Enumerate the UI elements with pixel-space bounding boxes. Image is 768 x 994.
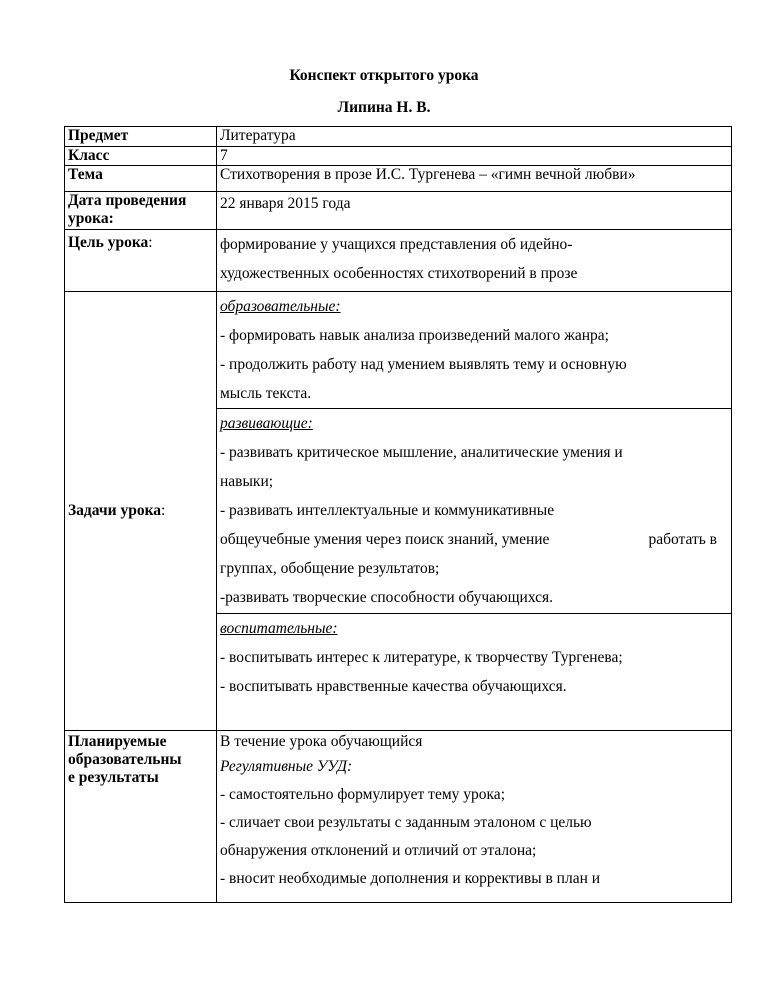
row-label-cell xyxy=(65,230,217,292)
table-row xyxy=(65,127,732,147)
lesson-outline-table xyxy=(64,126,732,903)
date-value: 22 января 2015 года xyxy=(220,195,351,212)
tasks-label-text: Задачи урока xyxy=(68,502,162,519)
results-intro: В течение урока обучающийся xyxy=(220,733,423,750)
list-item: - развивать критическое мышление, аналитические умения и xyxy=(220,444,623,461)
educational-tasks-cell xyxy=(217,292,732,409)
upbringing-tasks-cell xyxy=(217,614,732,731)
row-value-cell xyxy=(217,192,732,230)
table-row xyxy=(65,192,732,230)
grade-label: Класс xyxy=(68,147,110,164)
list-item: - воспитывать нравственные качества обучающихся. xyxy=(220,678,567,695)
educational-tasks xyxy=(220,292,731,408)
developmental-tasks-cell xyxy=(217,409,732,614)
planned-results xyxy=(220,731,731,893)
row-value-cell xyxy=(217,166,732,192)
list-item: - воспитывать интерес к литературе, к творчеству Тургенева; xyxy=(220,649,623,666)
tasks-label xyxy=(68,502,216,520)
row-value-cell xyxy=(217,127,732,147)
grade-value: 7 xyxy=(220,147,228,164)
goal-line-2: художественных особенностях стихотворений в прозе xyxy=(220,265,578,282)
educational-heading: образовательные: xyxy=(220,298,341,315)
table-row xyxy=(65,731,732,903)
results-label-line: Планируемые xyxy=(68,733,167,750)
results-subheading: Регулятивные УУД: xyxy=(220,758,353,775)
row-label-cell xyxy=(65,192,217,230)
split-line-left: общеучебные умения через поиск знаний, умение xyxy=(220,531,550,548)
topic-value: Стихотворения в прозе И.С. Тургенева – «гимн вечной любви» xyxy=(220,166,636,183)
goal-text xyxy=(220,230,731,288)
table-row xyxy=(65,166,732,192)
list-item: группах, обобщение результатов; xyxy=(220,560,440,577)
list-item: навыки; xyxy=(220,473,274,490)
document-author: Липина Н. В. xyxy=(337,99,431,116)
topic-label: Тема xyxy=(68,166,103,183)
list-item xyxy=(220,525,731,554)
list-item: - самостоятельно формулирует тему урока; xyxy=(220,786,505,803)
goal-label xyxy=(68,230,216,252)
subject-value: Литература xyxy=(220,127,296,144)
tasks-label-colon: : xyxy=(161,502,166,519)
document-title: Конспект открытого урока xyxy=(289,67,479,84)
list-item: -развивать творческие способности обучающихся. xyxy=(220,589,554,606)
upbringing-heading: воспитательные: xyxy=(220,620,338,637)
row-value-cell xyxy=(217,147,732,166)
goal-line-1: формирование у учащихся представления об идейно- xyxy=(220,236,573,253)
subject-label: Предмет xyxy=(68,127,129,144)
list-item: мысль текста. xyxy=(220,385,312,402)
table-row xyxy=(65,147,732,166)
table-row xyxy=(65,230,732,292)
row-label-cell xyxy=(65,127,217,147)
results-label-line: образовательны xyxy=(68,751,182,768)
row-value-cell xyxy=(217,230,732,292)
list-item: - сличает свои результаты с заданным эталоном с целью xyxy=(220,814,592,831)
row-label-cell xyxy=(65,292,217,731)
list-item: - формировать навык анализа произведений малого жанра; xyxy=(220,327,609,344)
list-item: - развивать интеллектуальные и коммуникативные xyxy=(220,502,555,519)
table-row xyxy=(65,292,732,409)
list-item: обнаружения отклонений и отличий от эталона; xyxy=(220,842,537,859)
row-label-cell xyxy=(65,147,217,166)
date-label: Дата проведения урока: xyxy=(68,192,187,227)
list-item: - вносит необходимые дополнения и коррективы в план и xyxy=(220,870,601,887)
row-label-cell xyxy=(65,731,217,903)
upbringing-tasks xyxy=(220,614,731,701)
developmental-heading: развивающие: xyxy=(220,415,313,432)
list-item: - продолжить работу над умением выявлять тему и основную xyxy=(220,356,627,373)
row-label-cell xyxy=(65,166,217,192)
goal-label-text: Цель урока xyxy=(68,234,149,251)
results-cell xyxy=(217,731,732,903)
split-line-right: работать в xyxy=(648,531,717,548)
results-label-line: е результаты xyxy=(68,769,159,786)
developmental-tasks xyxy=(220,409,731,612)
goal-label-colon: : xyxy=(148,234,153,251)
results-label xyxy=(68,731,216,787)
